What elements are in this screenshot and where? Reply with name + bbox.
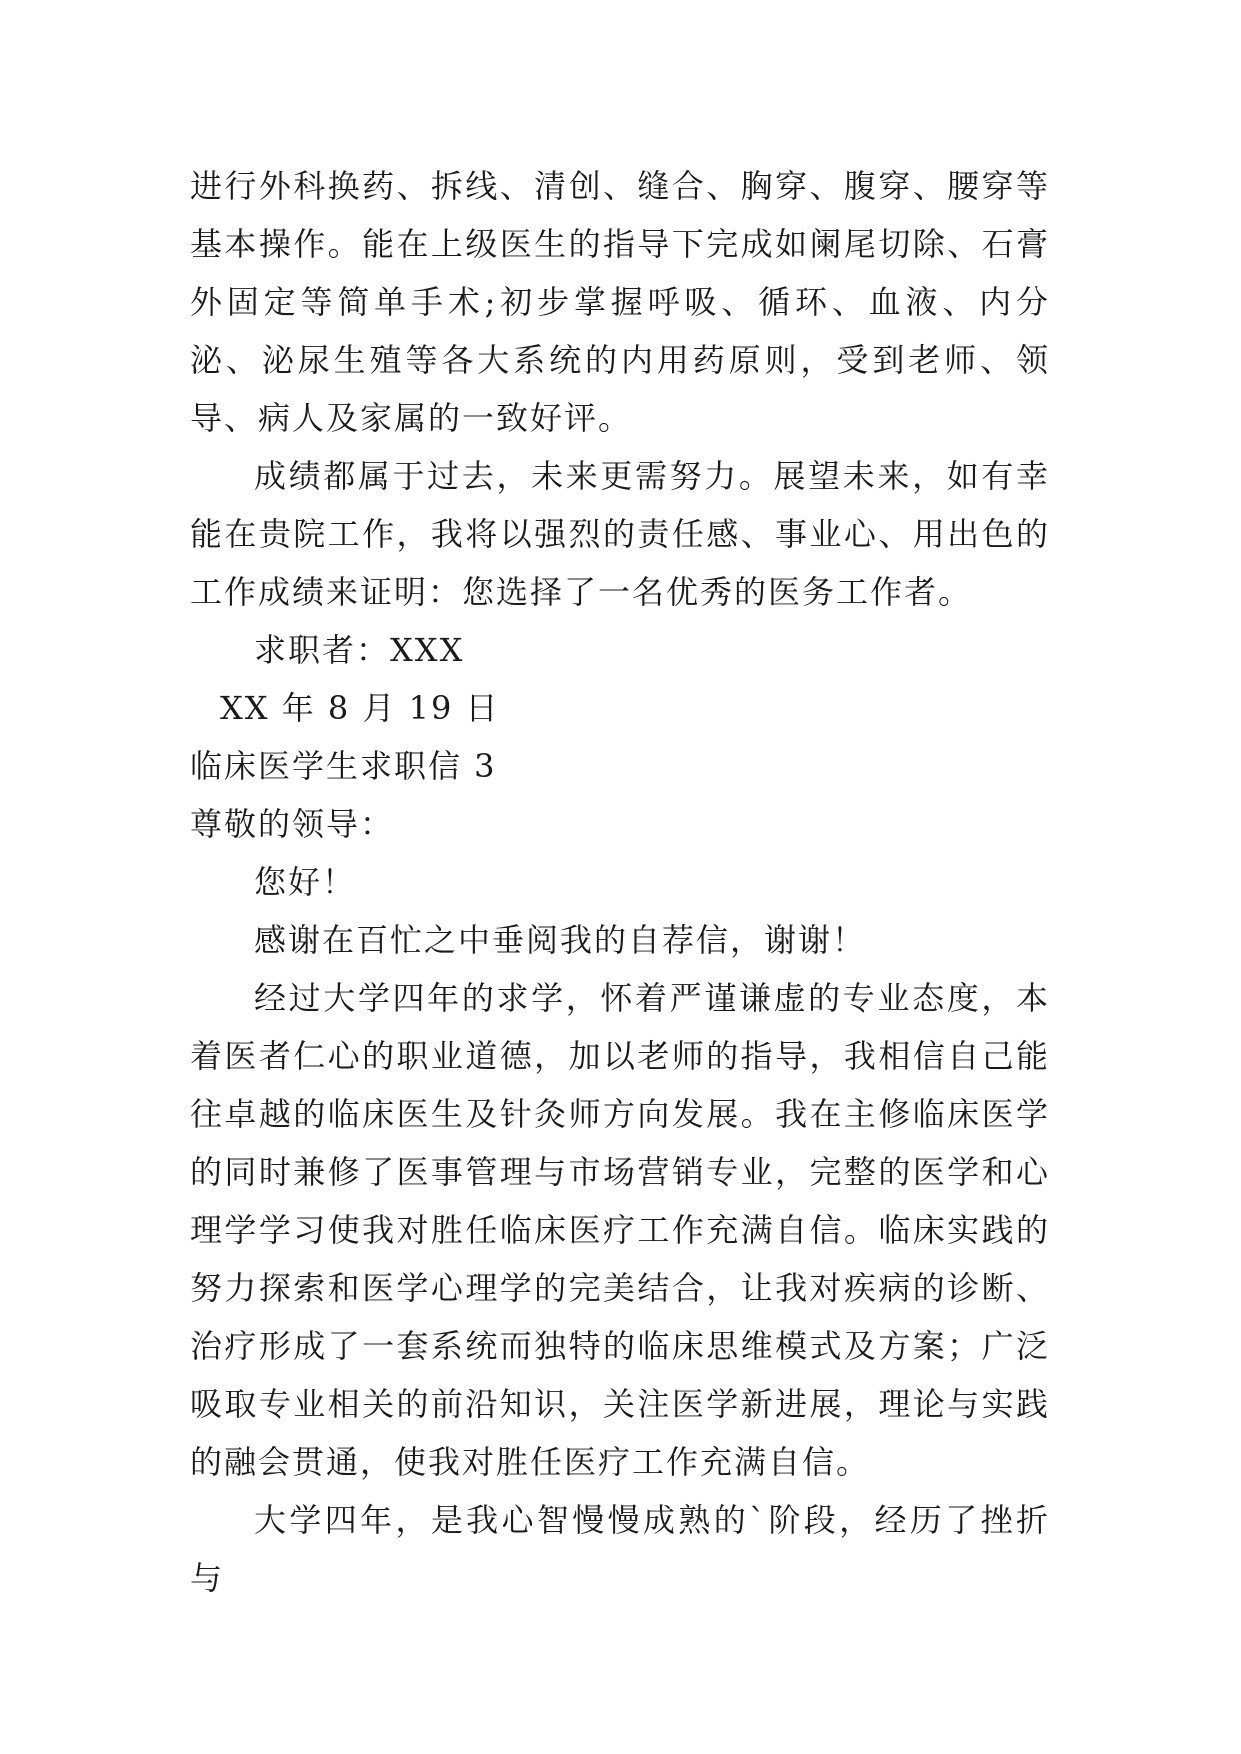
section-title: 临床医学生求职信 3 [190, 747, 497, 785]
document-body [190, 157, 1050, 1607]
thanks-line: 感谢在百忙之中垂阅我的自荐信，谢谢！ [254, 921, 867, 959]
greeting: 您好！ [254, 863, 357, 901]
paragraph-future: 成绩都属于过去，未来更需努力。展望未来，如有幸能在贵院工作，我将以强烈的责任感、事业心、用出色的工作成绩来证明：您选择了一名优秀的医务工作者。 [190, 457, 1050, 611]
paragraph-university: 大学四年，是我心智慢慢成熟的`阶段，经历了挫折与 [190, 1501, 1050, 1597]
signature-line: 求职者：XXX [254, 631, 465, 669]
paragraph-study: 经过大学四年的求学，怀着严谨谦虚的专业态度，本着医者仁心的职业道德，加以老师的指导，我相信自己能往卓越的临床医生及针灸师方向发展。我在主修临床医学的同时兼修了医事管理与市场营销专业，完整的医学和心理学学习使我对胜任临床医疗工作充满自信。临床实践的努力探索和医学心理学的完美结合，让我对疾病的诊断、治疗形成了一套系统而独特的临床思维模式及方案；广泛吸取专业相关的前沿知识，关注医学新进展，理论与实践的融会贯通，使我对胜任医疗工作充满自信。 [190, 979, 1050, 1481]
paragraph-skills: 进行外科换药、拆线、清创、缝合、胸穿、腹穿、腰穿等基本操作。能在上级医生的指导下完成如阑尾切除、石膏外固定等简单手术;初步掌握呼吸、循环、血液、内分泌、泌尿生殖等各大系统的内用药原则，受到老师、领导、病人及家属的一致好评。 [190, 167, 1050, 437]
salutation: 尊敬的领导： [190, 805, 395, 843]
date-line: XX 年 8 月 19 日 [220, 689, 500, 727]
